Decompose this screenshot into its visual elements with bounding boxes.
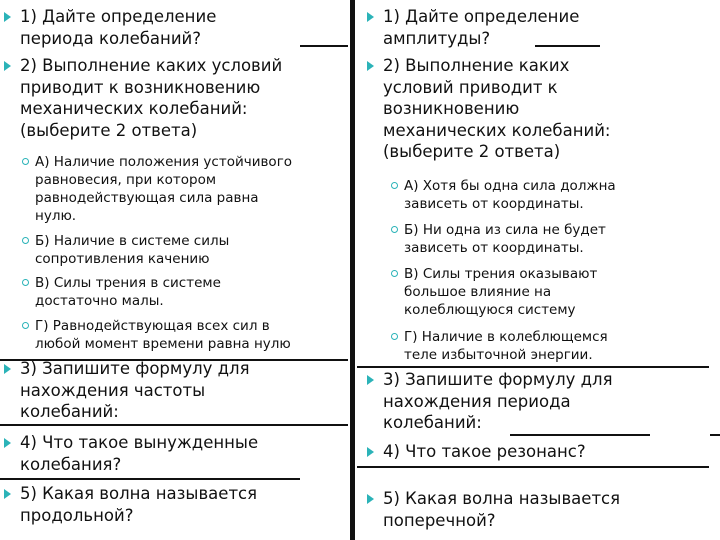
right-question-1-text: 1) Дайте определение амплитуды? (383, 7, 580, 48)
right-question-3 (367, 369, 712, 434)
left-question-2 (4, 55, 344, 141)
column-divider (350, 0, 355, 540)
left-question-3 (4, 358, 344, 423)
right-option-d (391, 328, 711, 364)
left-option-a-text: А) Наличие положения устойчивого равновесия, при котором равнодействующая сила равна нулю. (35, 154, 293, 224)
right-option-b (391, 221, 711, 257)
right-question-3-text: 3) Запишите формулу для нахождения периода колебаний: (383, 370, 613, 432)
circle-bullet-icon (391, 333, 398, 340)
right-question-5-text: 5) Какая волна называется поперечной? (383, 489, 621, 530)
right-question-1 (367, 6, 712, 49)
right-question-2 (367, 55, 712, 163)
line-under-left-q3 (0, 424, 348, 426)
triangle-bullet-icon (4, 489, 11, 499)
left-question-1 (4, 6, 344, 49)
right-question-5 (367, 488, 712, 531)
right-option-b-text: Б) Ни одна из сила не будет зависеть от координаты. (404, 222, 606, 256)
right-option-a (391, 177, 711, 213)
triangle-bullet-icon (367, 375, 374, 385)
triangle-bullet-icon (367, 61, 374, 71)
right-question-2-text: 2) Выполнение каких условий приводит к возникновению механических колебаний: (выберите 2 ответа) (383, 56, 611, 161)
circle-bullet-icon (391, 270, 398, 277)
triangle-bullet-icon (367, 12, 374, 22)
line-under-right-options (357, 366, 709, 368)
triangle-bullet-icon (4, 12, 11, 22)
left-question-5 (4, 483, 344, 526)
right-option-d-text: Г) Наличие в колеблющемся теле избыточной энергии. (404, 329, 608, 363)
circle-bullet-icon (22, 237, 29, 244)
right-question-4 (367, 441, 712, 463)
triangle-bullet-icon (4, 364, 11, 374)
left-option-b (22, 232, 347, 268)
left-question-2-text: 2) Выполнение каких условий приводит к возникновению механических колебаний: (выберите 2 ответа) (20, 56, 283, 140)
circle-bullet-icon (22, 322, 29, 329)
triangle-bullet-icon (4, 438, 11, 448)
left-option-c-text: В) Силы трения в системе достаточно малы. (35, 275, 221, 309)
left-option-a (22, 153, 347, 225)
right-option-a-text: А) Хотя бы одна сила должна зависеть от координаты. (404, 178, 616, 212)
left-option-d-text: Г) Равнодействующая всех сил в любой момент времени равна нулю (35, 318, 291, 352)
circle-bullet-icon (391, 182, 398, 189)
triangle-bullet-icon (367, 494, 374, 504)
triangle-bullet-icon (367, 447, 374, 457)
left-option-d (22, 317, 347, 353)
left-question-3-text: 3) Запишите формулу для нахождения частоты колебаний: (20, 359, 250, 421)
circle-bullet-icon (391, 226, 398, 233)
line-under-left-q4 (0, 478, 300, 480)
left-question-4 (4, 432, 344, 475)
line-under-right-q4 (357, 466, 709, 468)
line-right-edge-q3 (710, 434, 720, 436)
left-question-5-text: 5) Какая волна называется продольной? (20, 484, 258, 525)
circle-bullet-icon (22, 279, 29, 286)
circle-bullet-icon (22, 158, 29, 165)
triangle-bullet-icon (4, 61, 11, 71)
right-option-c (391, 265, 711, 319)
line-under-right-q3 (510, 434, 650, 436)
left-question-1-text: 1) Дайте определение периода колебаний? (20, 7, 217, 48)
left-option-b-text: Б) Наличие в системе силы сопротивления качению (35, 233, 230, 267)
left-option-c (22, 274, 347, 310)
right-question-4-text: 4) Что такое резонанс? (383, 442, 586, 461)
right-option-c-text: В) Силы трения оказывают большое влияние на колеблющуюся систему (404, 266, 598, 318)
left-question-4-text: 4) Что такое вынужденные колебания? (20, 433, 259, 474)
